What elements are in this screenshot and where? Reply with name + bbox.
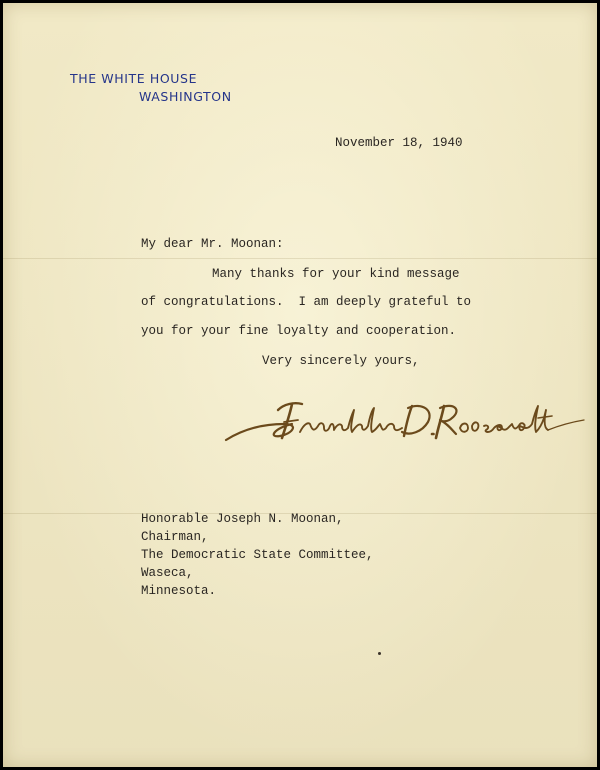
- recipient-line: Minnesota.: [141, 584, 217, 598]
- letterhead-title: THE WHITE HOUSE: [70, 71, 198, 86]
- letter-date: November 18, 1940: [335, 136, 463, 150]
- letter-body-line: Many thanks for your kind message: [212, 267, 460, 281]
- letter-body-line: you for your fine loyalty and cooperation.: [141, 324, 457, 338]
- letter-salutation: My dear Mr. Moonan:: [141, 237, 284, 251]
- fold-crease: [3, 258, 597, 259]
- recipient-line: The Democratic State Committee,: [141, 548, 374, 562]
- ink-speck: [378, 652, 381, 655]
- letterhead-city: WASHINGTON: [139, 89, 232, 104]
- letter-body-line: of congratulations. I am deeply grateful to: [141, 295, 472, 309]
- signature-image: [222, 380, 588, 452]
- recipient-line: Honorable Joseph N. Moonan,: [141, 512, 344, 526]
- recipient-line: Waseca,: [141, 566, 194, 580]
- recipient-line: Chairman,: [141, 530, 209, 544]
- letter-closing: Very sincerely yours,: [262, 354, 420, 368]
